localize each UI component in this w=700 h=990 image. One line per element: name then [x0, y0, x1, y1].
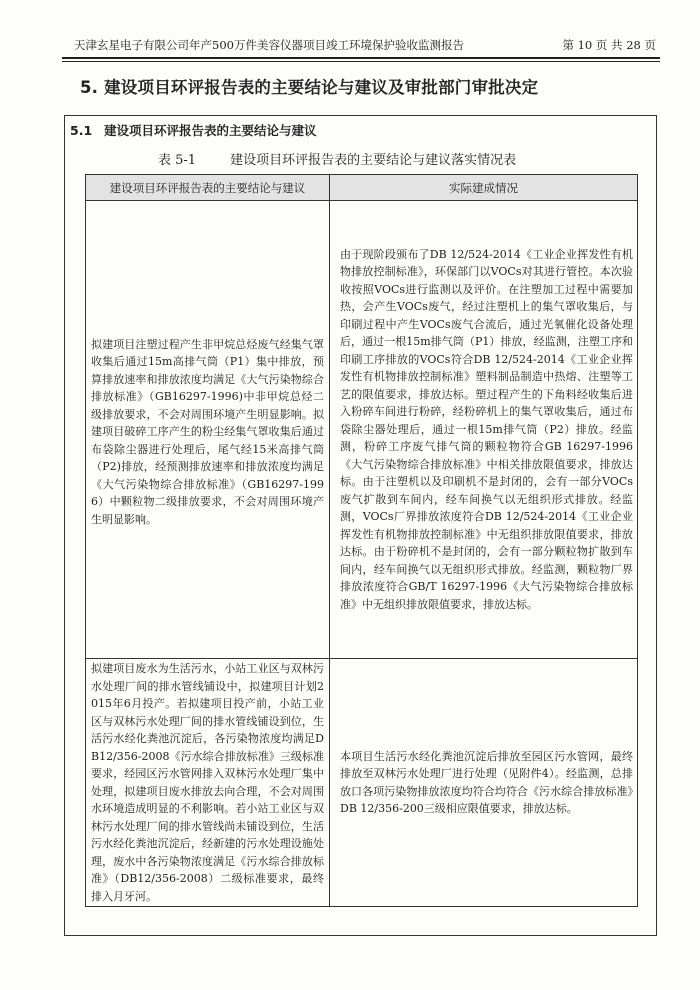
header-rule-thin — [62, 61, 660, 62]
table-row — [86, 201, 638, 659]
table-row — [86, 659, 638, 907]
cell-text-conclusion: 拟建项目废水为生活污水，小站工业区与双林污水处理厂间的排水管线铺设中，拟建项目计划2015年6月投产。若拟建项目投产前，小站工业区与双林污水处理厂间的排水管线铺设到位，生活污水经化粪池沉淀后，各污染物浓度均满足DB12/356-2008《污水综合排放标准》三级标准要求，经园区污水管网排入双林污水处理厂集中处理，拟建项目废水排放去向合理，不会对周围水环境造成明显的不利影响。若小站工业区与双林污水处理厂间的排水管线尚未铺设到位，生活污水经化粪池沉淀后，经新建的污水处理设施处理，废水中各污染物浓度满足《污水综合排放标准》（DB12/356-2008）二级标准要求，最终排入月牙河。 — [91, 662, 324, 903]
column-header-conclusions: 建设项目环评报告表的主要结论与建议 — [86, 175, 330, 201]
subsection-heading — [70, 121, 317, 139]
table-cell — [86, 201, 330, 659]
table-caption-text: 建设项目环评报告表的主要结论与建议落实情况表 — [230, 153, 517, 168]
table-number: 表 5-1 — [158, 153, 197, 168]
cell-text-actual: 由于现阶段颁布了DB 12/524-2014《工业企业挥发性有机物排放控制标准》，环保部门以VOCs对其进行管控。本次验收按照VOCs进行监测以及评价。在注塑加工过程中需要加热，会产生VOCs废气，经过注塑机上的集气罩收集后，与印刷过程中产生VOCs废气合流后，通过光氧催化设备处理后，通过一根15m排气筒（P1）排放，经监测，注塑工序和印刷工序排放的VOCs符合DB 12/524-2014《工业企业挥发性有机物排放控制标准》塑料制品制造中热熔、注塑等工艺的限值要求，排放达标。塑过程产生的下角料经收集后进入粉碎车间进行粉碎，经粉碎机上的集气罩收集后，通过布袋除尘器处理后，通过一根15m排气筒（P2）排放。经监测，粉碎工序废气排气筒的颗粒物符合GB 16297-1996《大气污染物综合排放标准》中相关排放限值要求，排放达标。由于注塑机以及印刷机不是封闭的，会有一部分VOCs废气扩散到车间内，经车间换气以无组织形式排放。经监测，VOCs厂界排放浓度符合DB 12/524-2014《工业企业挥发性有机物排放控制标准》中无组织排放限值要求，排放达标。由于粉碎机不是封闭的，会有一部分颗粒物扩散到车间内，经车间换气以无组织形式排放。经监测，颗粒物厂界排放浓度符合GB/T 16297-1996《大气污染物综合排放标准》中无组织排放限值要求，排放达标。 — [340, 247, 633, 611]
page-header — [62, 34, 660, 56]
table-cell — [330, 201, 638, 659]
header-page-number: 第 10 页 共 28 页 — [562, 38, 656, 52]
subsection-title: 建设项目环评报告表的主要结论与建议 — [104, 123, 317, 138]
table-caption — [158, 149, 516, 168]
section-title: 5. 建设项目环评报告表的主要结论与建议及审批部门审批决定 — [80, 78, 539, 97]
conclusions-table — [85, 174, 638, 907]
table-header-row — [86, 175, 638, 201]
header-report-title: 天津玄星电子有限公司年产500万件美容仪器项目竣工环境保护验收监测报告 — [74, 38, 464, 52]
cell-text-conclusion: 拟建项目注塑过程产生非甲烷总烃废气经集气罩收集后通过15m高排气筒（P1）集中排放，预算排放速率和排放浓度均满足《大气污染物综合排放标准》（GB16297-1996)中非甲烷总烃二级排放要求，不会对周围环境产生明显影响。拟建项目破碎工序产生的粉尘经集气罩收集后通过布袋除尘器进行处理后，尾气经15米高排气筒（P2)排放，经预测排放速率和排放浓度均满足《大气污染物综合排放标准》（GB16297-1996）中颗粒物二级排放要求，不会对周围环境产生明显影响。 — [91, 337, 324, 526]
column-header-actual: 实际建成情况 — [330, 175, 638, 201]
subsection-number: 5.1 — [70, 123, 93, 138]
cell-text-actual: 本项目生活污水经化粪池沉淀后排放至园区污水管网，最终排放至双林污水处理厂进行处理（见附件4）。经监测，总排放口各项污染物排放浓度均符合均符合《污水综合排放标准》DB 12/356-200三级相应限值要求，排放达标。 — [340, 749, 633, 815]
table-cell — [330, 659, 638, 907]
table-cell — [86, 659, 330, 907]
header-rule-thick — [62, 57, 660, 59]
